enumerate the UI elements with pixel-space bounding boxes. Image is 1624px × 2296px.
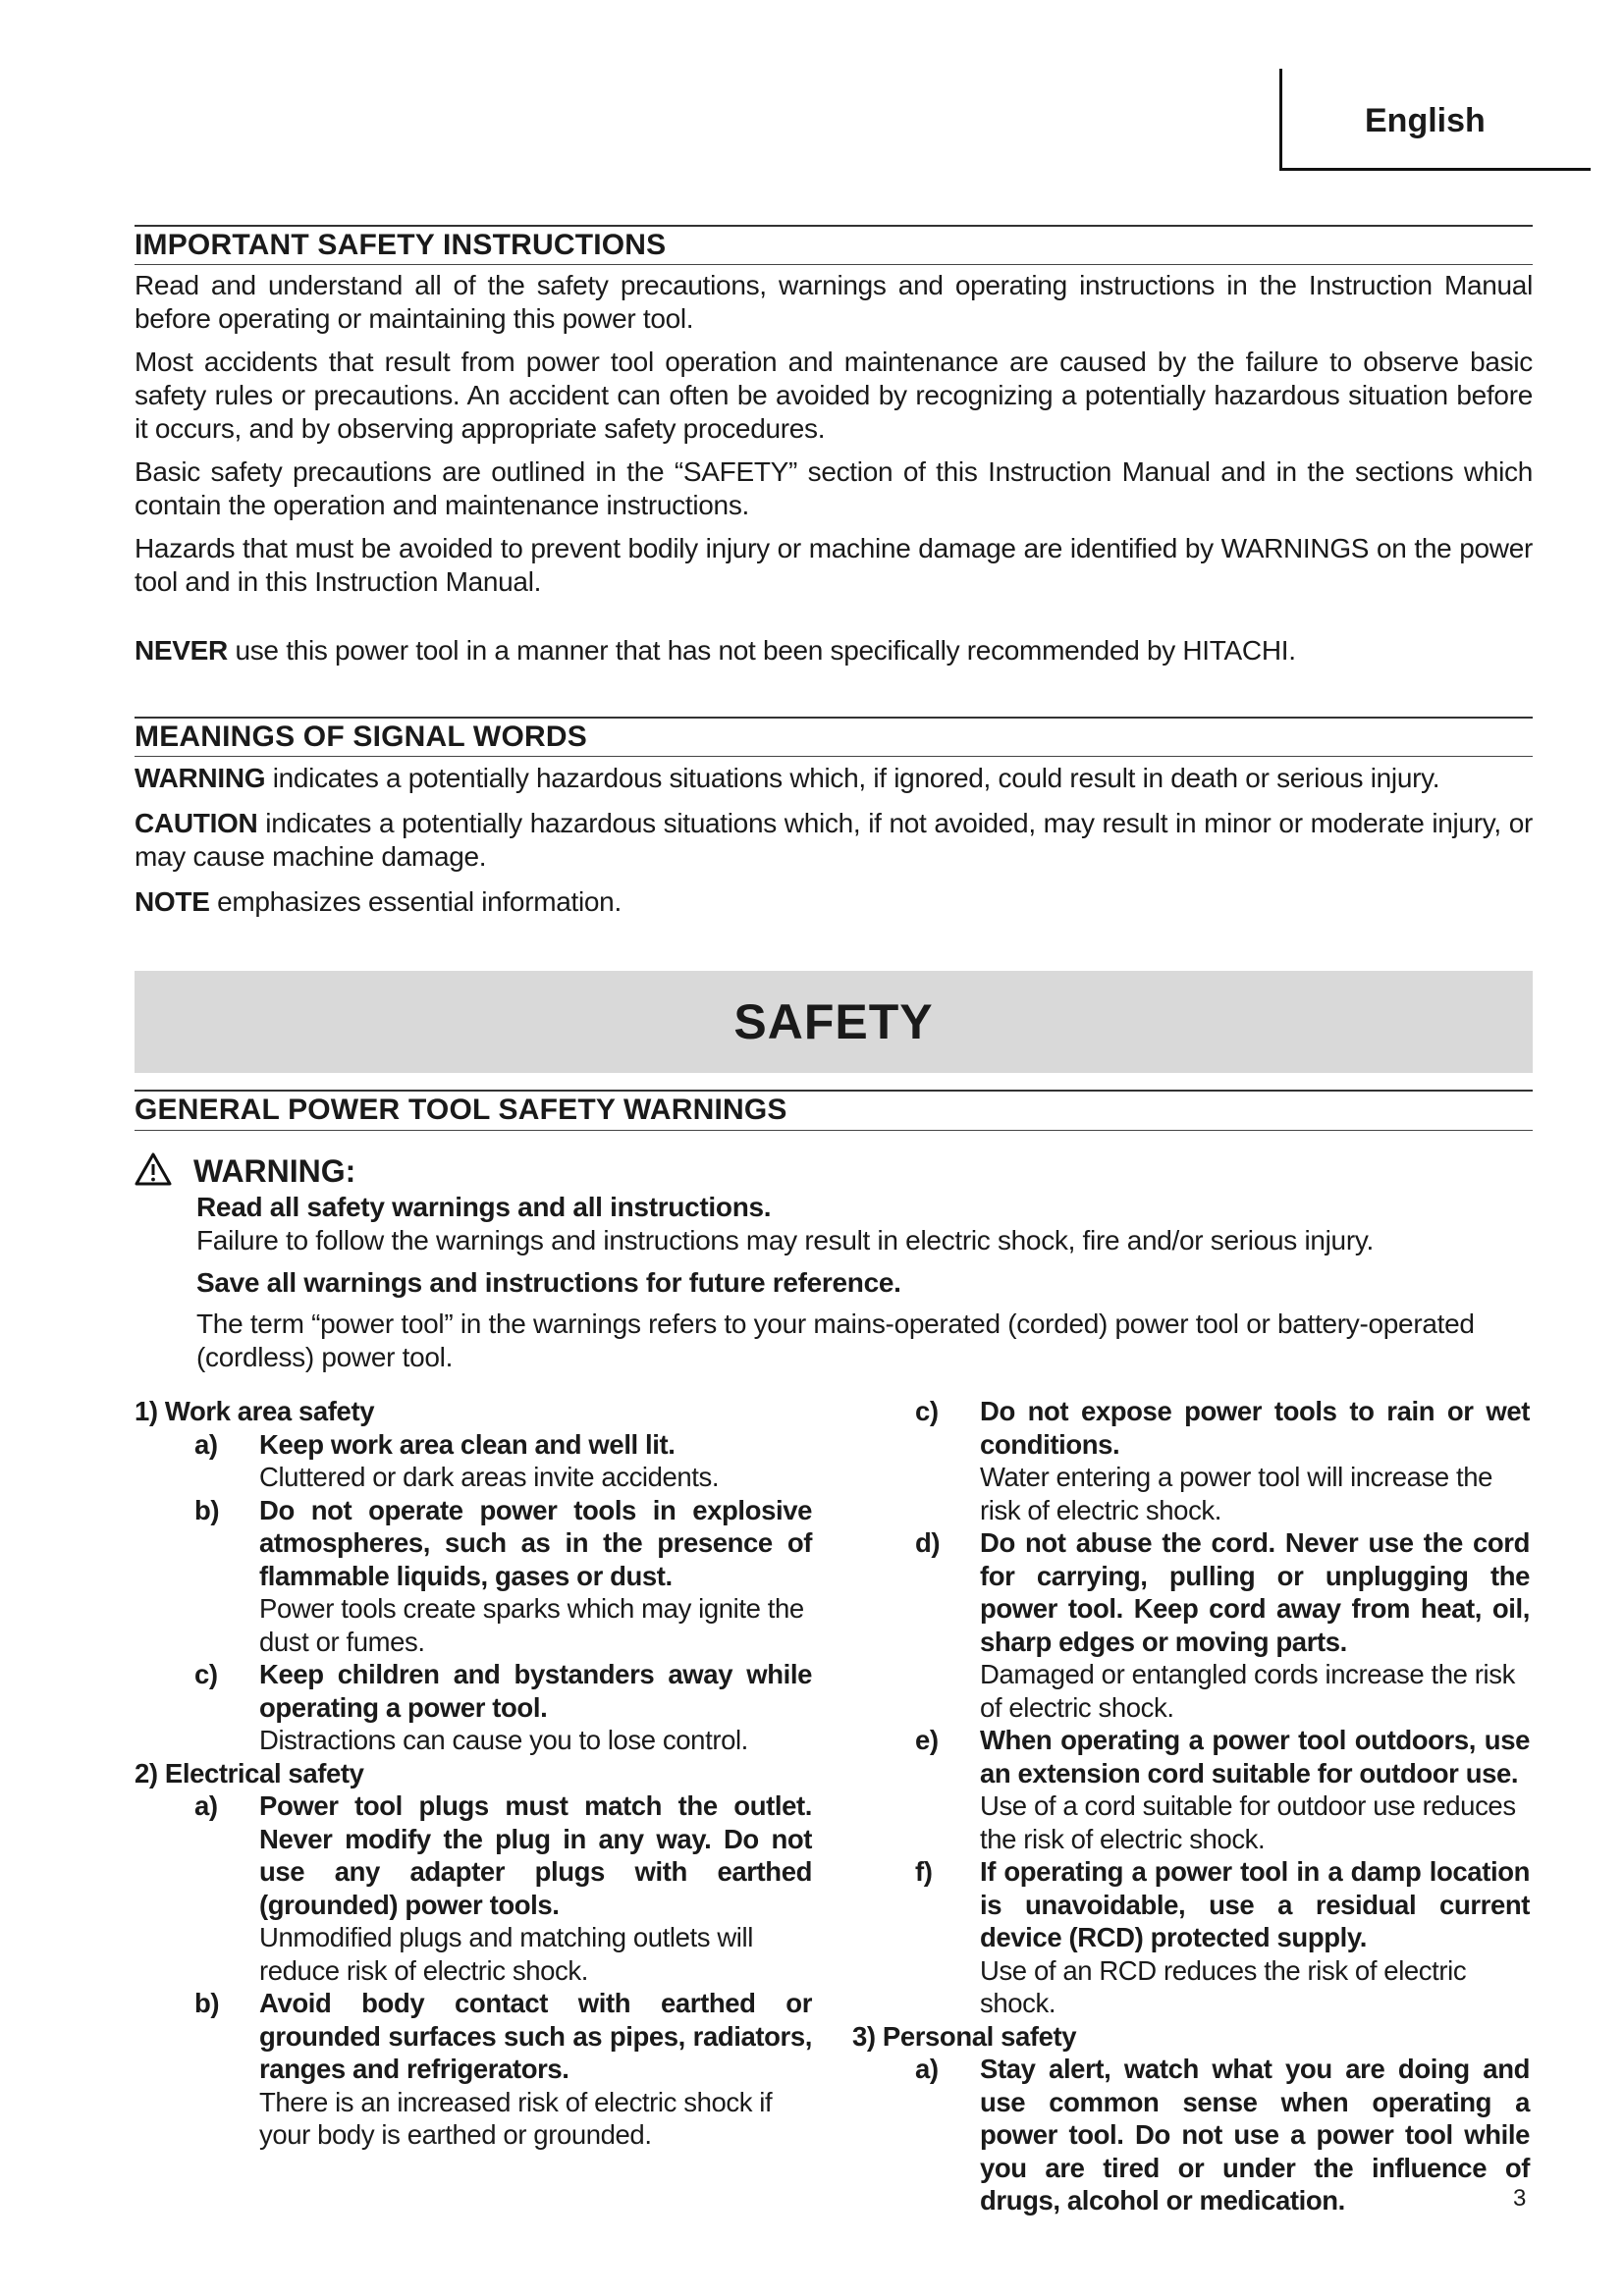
list-item — [852, 1395, 1530, 1526]
left-column — [135, 1395, 812, 2152]
signal-keyword: CAUTION — [135, 808, 258, 838]
item-label: e) — [915, 1725, 939, 1755]
right-column — [852, 1395, 1530, 2217]
list-item — [135, 1789, 812, 1987]
save-all-instructions: Save all warnings and instructions for future reference. — [196, 1267, 901, 1298]
item-text: Unmodified plugs and matching outlets will reduce risk of electric shock. — [259, 1922, 753, 1986]
signal-text: emphasizes essential information. — [209, 886, 622, 917]
list-item — [135, 1428, 812, 1494]
item-text: Water entering a power tool will increase the risk of electric shock. — [980, 1462, 1493, 1525]
item-text: Damaged or entangled cords increase the risk of electric shock. — [980, 1659, 1515, 1723]
safety-banner — [135, 971, 1533, 1073]
list-item — [852, 1724, 1530, 1855]
failure-text: Failure to follow the warnings and instructions may result in electric shock, fire and/or serious injury. — [196, 1225, 1374, 1255]
warning-label: WARNING: — [193, 1153, 356, 1189]
signal-word-note — [135, 885, 1533, 919]
item-label: b) — [194, 1494, 220, 1525]
list-item — [135, 1494, 812, 1659]
paragraph: Hazards that must be avoided to prevent bodily injury or machine damage are identified by WARNINGS on the power tool and in this Instruction Manual. — [135, 533, 1533, 597]
section-rule-top — [135, 225, 1533, 227]
never-text: use this power tool in a manner that has not been specifically recommended by HITACHI. — [227, 635, 1296, 666]
item-label: a) — [915, 2054, 939, 2084]
personal-safety-heading: 3) Personal safety — [852, 2020, 1077, 2052]
item-text: Use of a cord suitable for outdoor use reduces the risk of electric shock. — [980, 1790, 1516, 1854]
item-label: a) — [194, 1428, 218, 1460]
signal-keyword: NOTE — [135, 886, 210, 917]
item-heading: When operating a power tool outdoors, use an extension cord suitable for outdoor use. — [980, 1725, 1530, 1789]
section-rule-bottom — [135, 1130, 1533, 1131]
signal-text: indicates a potentially hazardous situations which, if not avoided, may result in minor or moderate injury, or may cause machine damage. — [135, 808, 1533, 872]
signal-keyword: WARNING — [135, 763, 266, 793]
electrical-safety-heading: 2) Electrical safety — [135, 1757, 364, 1789]
section-rule-top — [135, 717, 1533, 719]
general-warnings-title: GENERAL POWER TOOL SAFETY WARNINGS — [135, 1094, 787, 1126]
section-rule-bottom — [135, 756, 1533, 757]
item-label: b) — [194, 1988, 220, 2018]
item-label: c) — [915, 1396, 939, 1426]
work-area-heading: 1) Work area safety — [135, 1396, 375, 1426]
item-text: Cluttered or dark areas invite accidents. — [259, 1462, 720, 1492]
warning-header — [135, 1152, 355, 1191]
item-heading: Power tool plugs must match the outlet. Never modify the plug in any way. Do not use any adapter plugs with earthed (grounded) power tools. — [259, 1790, 812, 1920]
item-heading: Keep children and bystanders away while operating a power tool. — [259, 1659, 812, 1723]
never-statement — [135, 634, 1533, 667]
item-text: There is an increased risk of electric shock if your body is earthed or grounded. — [259, 2086, 773, 2150]
item-label: f) — [915, 1856, 933, 1887]
item-text: Power tools create sparks which may ignite the dust or fumes. — [259, 1593, 804, 1657]
list-item — [135, 1987, 812, 2152]
item-label: c) — [194, 1659, 218, 1689]
term-definition: The term “power tool” in the warnings refers to your mains-operated (corded) power tool or battery-operated (cordless) power tool. — [196, 1308, 1475, 1372]
signal-words-title: MEANINGS OF SIGNAL WORDS — [135, 721, 587, 753]
item-label: d) — [915, 1527, 941, 1558]
signal-text: indicates a potentially hazardous situations which, if ignored, could result in death or serious injury. — [265, 763, 1440, 793]
list-item — [852, 1526, 1530, 1724]
signal-word-caution — [135, 807, 1533, 874]
list-item — [135, 1658, 812, 1757]
paragraph: Read and understand all of the safety precautions, warnings and operating instructions in the Instruction Manual before operating or maintaining this power tool. — [135, 270, 1533, 334]
item-heading: If operating a power tool in a damp location is unavoidable, use a residual current device (RCD) protected supply. — [980, 1856, 1530, 1952]
item-heading: Avoid body contact with earthed or grounded surfaces such as pipes, radiators, ranges and refrigerators. — [259, 1988, 812, 2084]
item-text: Use of an RCD reduces the risk of electric shock. — [980, 1954, 1467, 2018]
item-heading: Do not operate power tools in explosive atmospheres, such as in the presence of flammable liquids, gases or dust. — [259, 1494, 812, 1591]
read-all-instructions: Read all safety warnings and all instructions. — [196, 1192, 772, 1222]
never-keyword: NEVER — [135, 635, 228, 666]
language-label: English — [1365, 102, 1486, 139]
important-safety-title: IMPORTANT SAFETY INSTRUCTIONS — [135, 229, 667, 261]
safety-banner-title: SAFETY — [733, 994, 934, 1049]
item-label: a) — [194, 1790, 218, 1821]
paragraph: Basic safety precautions are outlined in the “SAFETY” section of this Instruction Manual and in the sections which contain the operation and maintenance instructions. — [135, 456, 1533, 520]
paragraph: Most accidents that result from power tool operation and maintenance are caused by the failure to observe basic safety rules or precautions. An accident can often be avoided by recognizing a potentially hazardous situation before it occurs, and by observing appropriate safety procedures. — [135, 347, 1533, 444]
item-heading: Keep work area clean and well lit. — [259, 1428, 676, 1460]
item-heading: Stay alert, watch what you are doing and use common sense when operating a power tool. Do not use a power tool while you are tired or under the influence of drugs, alcohol or medication. — [980, 2054, 1530, 2216]
page-number: 3 — [1513, 2185, 1527, 2212]
item-heading: Do not abuse the cord. Never use the cord for carrying, pulling or unplugging the power tool. Keep cord away from heat, oil, sharp edges or moving parts. — [980, 1527, 1530, 1657]
warning-triangle-icon — [135, 1152, 172, 1191]
list-item — [852, 2053, 1530, 2217]
item-text: Distractions can cause you to lose control. — [259, 1725, 748, 1755]
signal-word-warning — [135, 762, 1533, 795]
list-item — [852, 1855, 1530, 2020]
section-rule-bottom — [135, 264, 1533, 265]
section-rule-top — [135, 1090, 1533, 1092]
item-heading: Do not expose power tools to rain or wet conditions. — [980, 1396, 1530, 1460]
